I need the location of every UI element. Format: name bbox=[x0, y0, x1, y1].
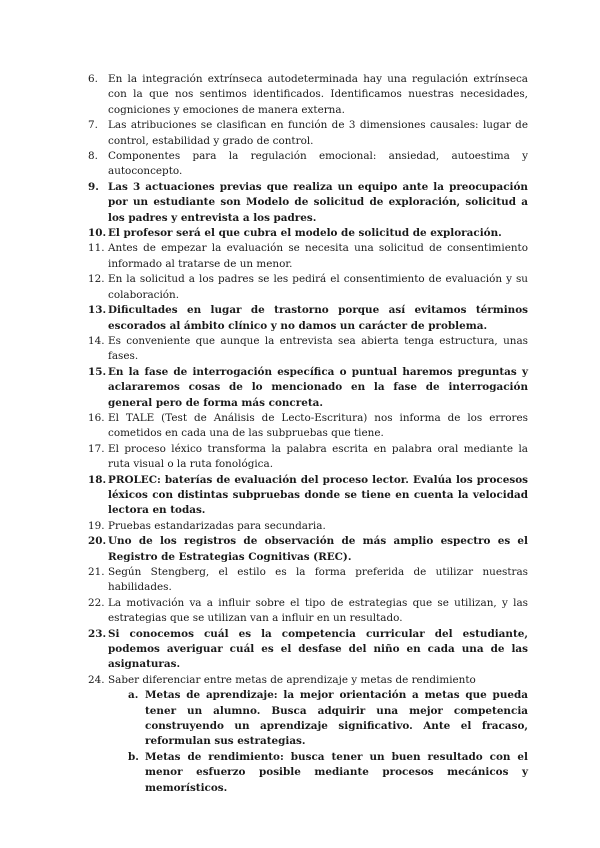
list-item bbox=[88, 365, 528, 411]
list-item bbox=[88, 180, 528, 226]
sub-list-item bbox=[128, 688, 528, 750]
item-number: 8. bbox=[88, 150, 98, 163]
item-text: Es conveniente que aunque la entrevista sea abierta tenga estructura, unas fases. bbox=[108, 334, 528, 363]
sub-list-item bbox=[128, 750, 528, 796]
item-number: 17. bbox=[88, 442, 105, 455]
item-text: En la fase de interrogación específica o puntual haremos preguntas y aclararemos cosas de lo mencionado en la fase de interrogación general pero de forma más concreta. bbox=[108, 365, 528, 409]
list-item bbox=[88, 72, 528, 118]
item-text: La motivación va a influir sobre el tipo de estrategias que se utilizan, y las estrategias que se utilizan van a influir en un resultado. bbox=[108, 596, 528, 625]
list-item bbox=[88, 596, 528, 627]
list-item bbox=[88, 149, 528, 180]
item-text: Saber diferenciar entre metas de aprendizaje y metas de rendimiento bbox=[108, 673, 476, 686]
item-number: 15. bbox=[88, 365, 107, 378]
list-item bbox=[88, 442, 528, 473]
list-item bbox=[88, 272, 528, 303]
item-text: PROLEC: baterías de evaluación del proceso lector. Evalúa los procesos léxicos con distintas subpruebas donde se tiene en cuenta la velocidad lectora en todas. bbox=[108, 473, 528, 517]
list-item bbox=[88, 303, 528, 334]
item-number: 7. bbox=[88, 119, 98, 132]
item-text: Las 3 actuaciones previas que realiza un equipo ante la preocupación por un estudiante son Modelo de solicitud de exploración, solicitud a los padres y entrevista a los padres. bbox=[108, 180, 528, 224]
item-number: 23. bbox=[88, 627, 107, 640]
item-text: Las atribuciones se clasifican en función de 3 dimensiones causales: lugar de control, estabilidad y grado de control. bbox=[108, 119, 528, 147]
item-number: 11. bbox=[88, 242, 105, 255]
item-number: 16. bbox=[88, 411, 105, 424]
list-item bbox=[88, 118, 528, 149]
sub-item-letter: a. bbox=[128, 689, 139, 702]
item-number: 22. bbox=[88, 596, 105, 609]
item-text: Antes de empezar la evaluación se necesita una solicitud de consentimiento informado al tratarse de un menor. bbox=[108, 242, 528, 270]
item-number: 6. bbox=[88, 73, 98, 85]
item-text: Si conocemos cuál es la competencia curricular del estudiante, podemos averiguar cuál es el desfase del niño en cada una de las asignaturas. bbox=[108, 627, 528, 671]
sub-item-letter: b. bbox=[128, 750, 139, 763]
item-number: 9. bbox=[88, 180, 99, 193]
item-text: Pruebas estandarizadas para secundaria. bbox=[108, 519, 326, 532]
list-item bbox=[88, 473, 528, 519]
item-number: 18. bbox=[88, 473, 107, 486]
sub-item-text: Metas de aprendizaje: la mejor orientación a metas que pueda tener un alumno. Busca adquirir una mejor competencia construyendo un aprendizaje significativo. Ante el fracaso, reformulan sus estrategias. bbox=[145, 689, 528, 748]
sub-list bbox=[128, 688, 528, 796]
item-text: El TALE (Test de Análisis de Lecto-Escritura) nos informa de los errores cometidos en cada una de las subpruebas que tiene. bbox=[108, 411, 528, 440]
item-text: Según Stengberg, el estilo es la forma preferida de utilizar nuestras habilidades. bbox=[108, 566, 528, 594]
list-item bbox=[88, 241, 528, 272]
item-text: Uno de los registros de observación de más amplio espectro es el Registro de Estrategias Cognitivas (REC). bbox=[108, 535, 528, 563]
item-number: 21. bbox=[88, 566, 105, 578]
item-number: 12. bbox=[88, 273, 105, 286]
item-text: En la integración extrínseca autodeterminada hay una regulación extrínseca con la que nos sentimos identificados. Identificamos nuestras necesidades, cogniciones y emociones de manera externa. bbox=[108, 73, 528, 116]
numbered-list bbox=[88, 72, 528, 796]
sub-item-text: Metas de rendimiento: busca tener un buen resultado con el menor esfuerzo posible mediante procesos mecánicos y memorísticos. bbox=[145, 750, 528, 794]
item-text: Componentes para la regulación emocional: ansiedad, autoestima y autoconcepto. bbox=[108, 150, 528, 178]
list-item bbox=[88, 411, 528, 442]
list-item bbox=[88, 673, 528, 796]
item-number: 20. bbox=[88, 535, 107, 548]
list-item bbox=[88, 519, 528, 534]
item-number: 13. bbox=[88, 304, 107, 317]
item-number: 10. bbox=[88, 227, 107, 240]
list-item bbox=[88, 627, 528, 673]
item-number: 19. bbox=[88, 519, 105, 532]
item-text: El proceso léxico transforma la palabra escrita en palabra oral mediante la ruta visual o la ruta fonológica. bbox=[108, 442, 528, 471]
item-number: 24. bbox=[88, 673, 105, 686]
list-item bbox=[88, 534, 528, 565]
list-item bbox=[88, 334, 528, 365]
item-number: 14. bbox=[88, 334, 105, 347]
item-text: En la solicitud a los padres se les pedirá el consentimiento de evaluación y su colaboración. bbox=[108, 273, 528, 301]
list-item bbox=[88, 565, 528, 596]
list-item bbox=[88, 226, 528, 241]
item-text: Dificultades en lugar de trastorno porque así evitamos términos escorados al ámbito clínico y no damos un carácter de problema. bbox=[108, 304, 528, 332]
item-text: El profesor será el que cubra el modelo de solicitud de exploración. bbox=[108, 227, 502, 240]
